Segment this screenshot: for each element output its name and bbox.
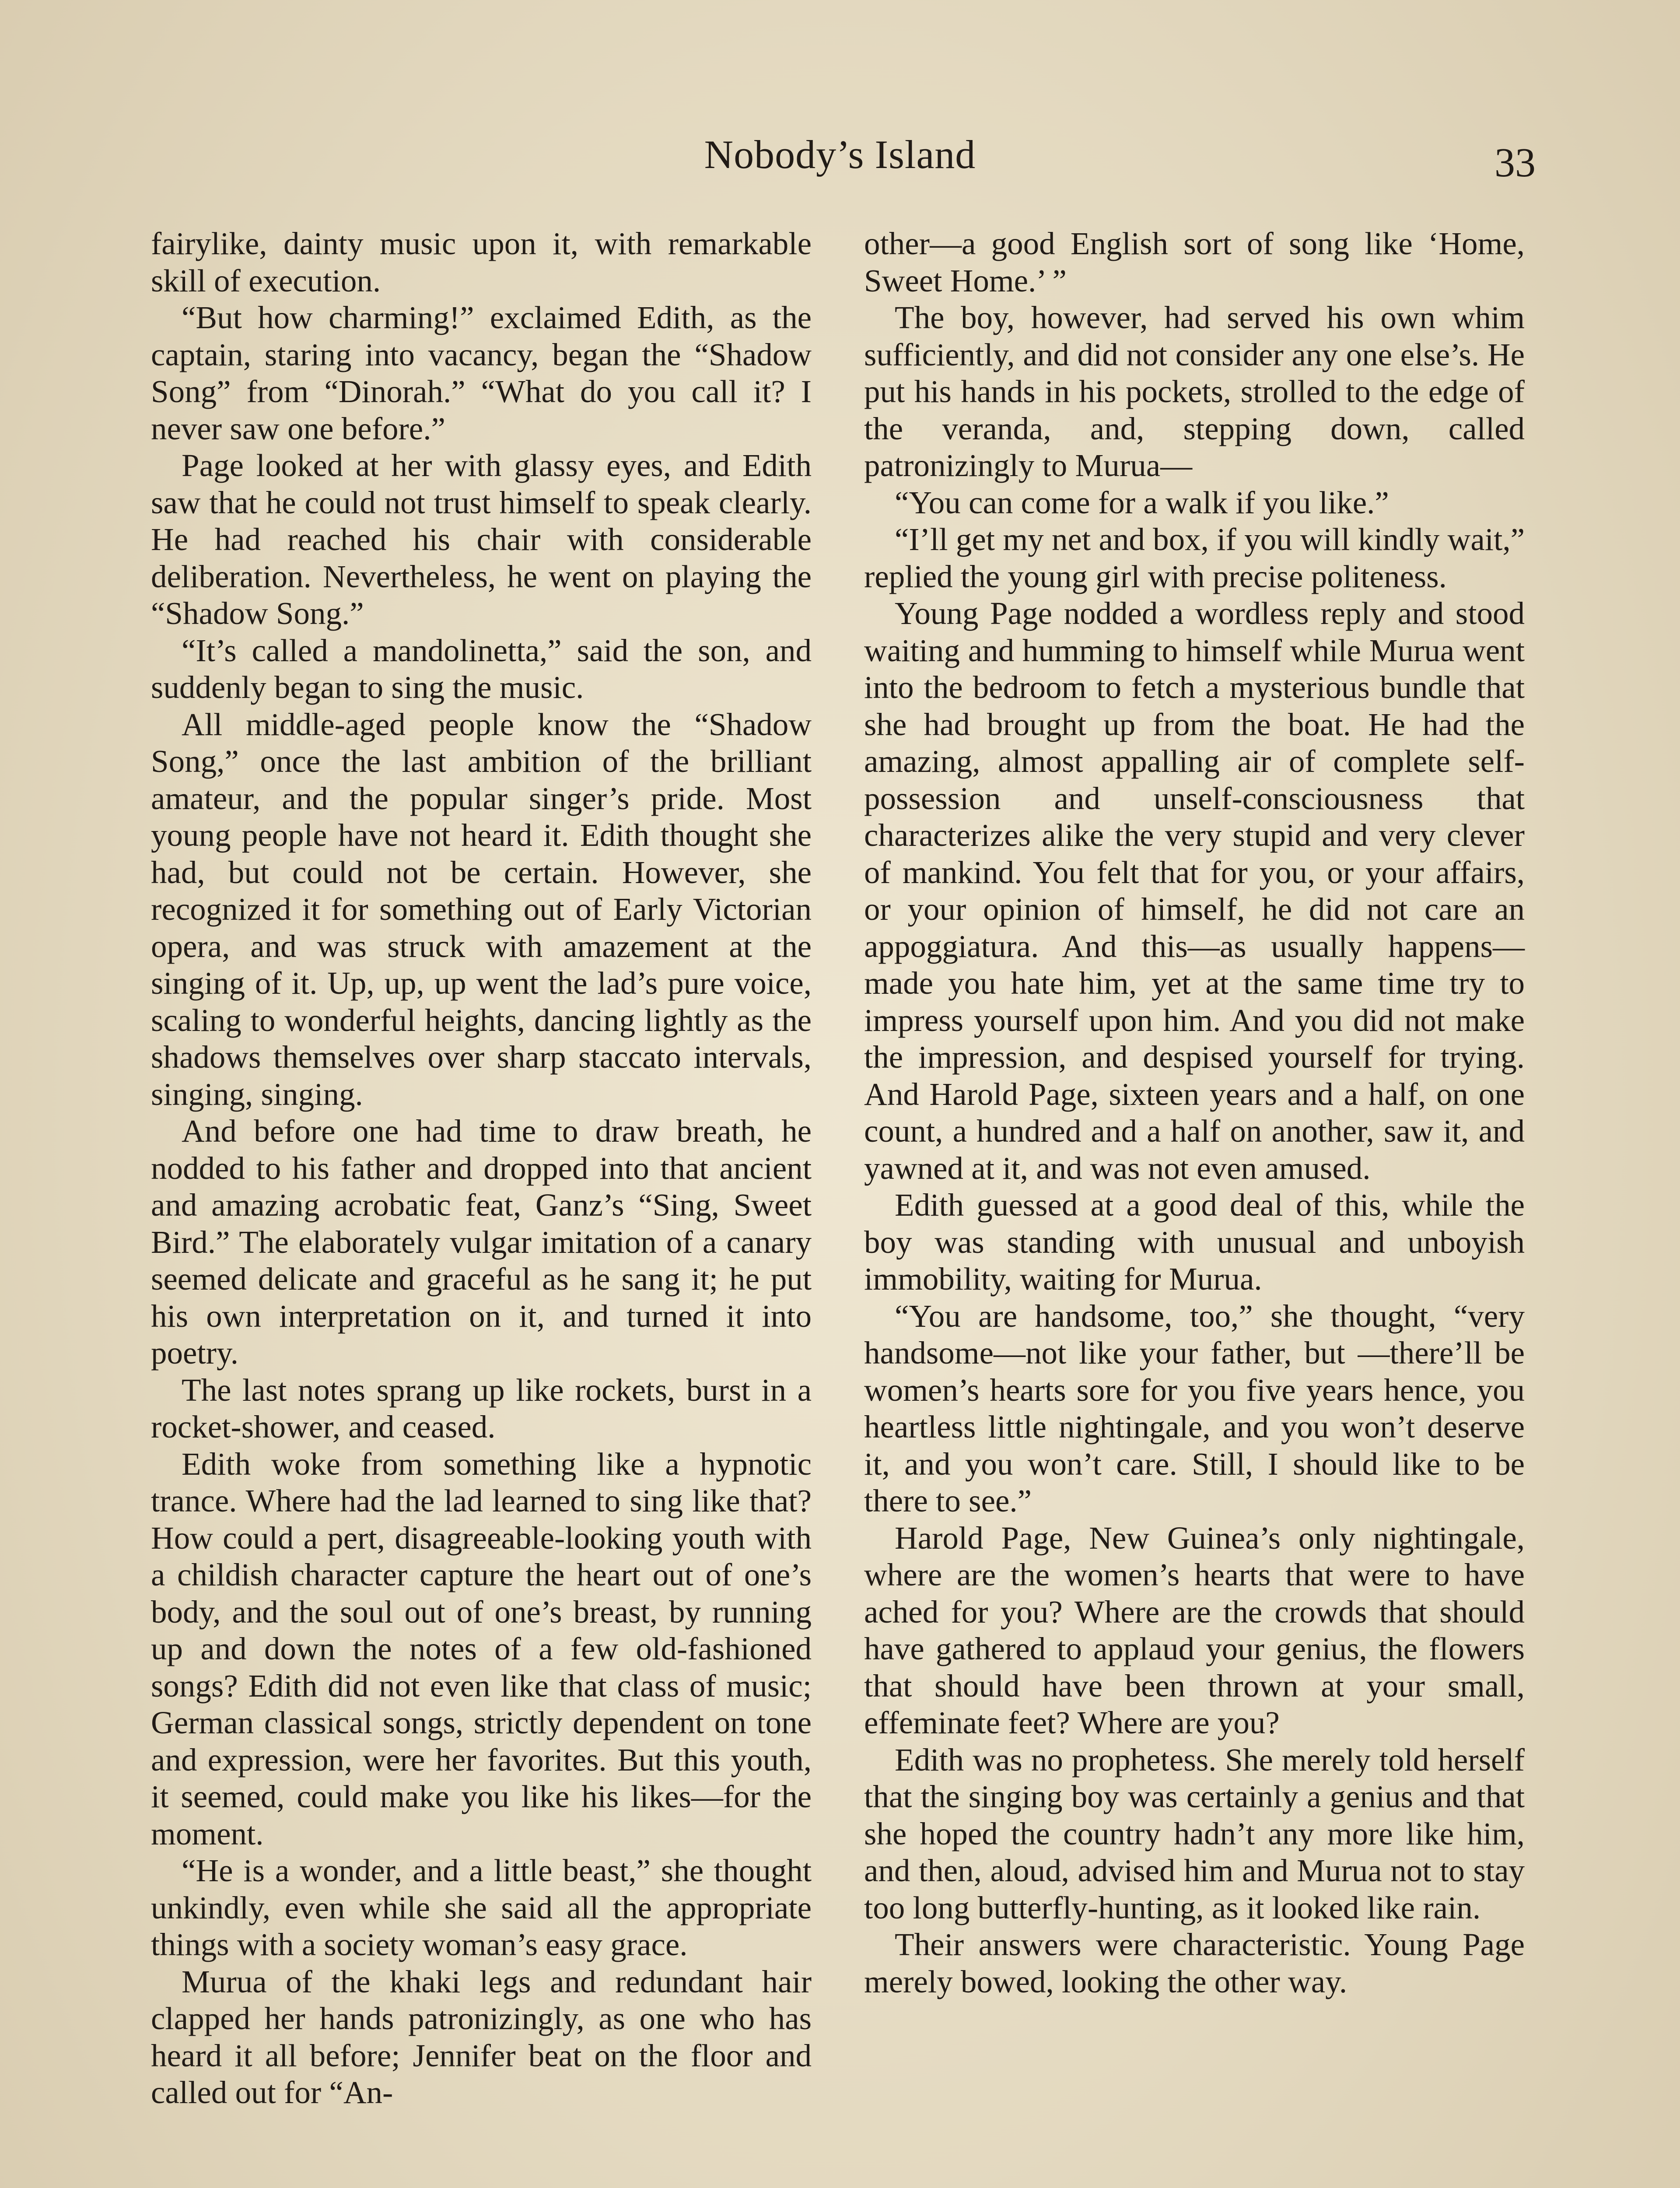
right-column: [864, 225, 1525, 2000]
paragraph: fairylike, dainty music upon it, with remarkable skill of execution.: [151, 226, 812, 298]
running-title: Nobody’s Island: [704, 132, 976, 177]
paragraph: “You can come for a walk if you like.”: [895, 484, 1389, 520]
paragraph: The boy, however, had served his own whim sufficiently, and did not consider any one else’s. He put his hands in his pockets, strolled to the edge of the veranda, and, stepping down, called patronizingly to Murua—: [864, 300, 1525, 483]
paragraph: Edith was no prophetess. She merely told herself that the singing boy was certainly a genius and that she hoped the country hadn’t any more like him, and then, aloud, advised him and Murua not to stay too long butterfly-hunting, as it looked like rain.: [864, 1742, 1525, 1925]
paragraph: Edith guessed at a good deal of this, while the boy was standing with unusual and unboyish immobility, waiting for Murua.: [864, 1187, 1525, 1297]
paragraph: “He is a wonder, and a little beast,” she thought unkindly, even while she said all the appropriate things with a society woman’s easy grace.: [151, 1853, 812, 1962]
page-number: 33: [1494, 140, 1536, 186]
page-header: [0, 131, 1680, 188]
paragraph: Edith woke from something like a hypnotic trance. Where had the lad learned to sing like that? How could a pert, disagreeable-looking youth with a childish character capture the heart out of one’s body, and the soul out of one’s breast, by running up and down the notes of a few old-fashioned songs? Edith did not even like that class of music; German classical songs, strictly dependent on tone and expression, were her favorites. But this youth, it seemed, could make you like his likes—for the moment.: [151, 1446, 812, 1851]
paragraph: Murua of the khaki legs and redundant hair clapped her hands patronizingly, as one who has heard it all before; Jennifer beat on the floor and called out for “An-: [151, 1964, 812, 2110]
paragraph: Harold Page, New Guinea’s only nightingale, where are the women’s hearts that were to have ached for you? Where are the crowds that should have gathered to applaud your genius, the flowers that should have been thrown at your small, effeminate feet? Where are you?: [864, 1520, 1525, 1740]
paragraph: “But how charming!” exclaimed Edith, as the captain, staring into vacancy, began the “Shadow Song” from “Dinorah.” “What do you call it? I never saw one before.”: [151, 300, 812, 446]
paragraph: Page looked at her with glassy eyes, and Edith saw that he could not trust himself to speak clearly. He had reached his chair with considerable deliberation. Nevertheless, he went on playing the “Shadow Song.”: [151, 448, 812, 631]
paragraph: Their answers were characteristic. Young Page merely bowed, looking the other way.: [864, 1927, 1525, 1999]
paragraph: other—a good English sort of song like ‘Home, Sweet Home.’ ”: [864, 226, 1525, 298]
paragraph: “You are handsome, too,” she thought, “very handsome—not like your father, but —there’ll be women’s hearts sore for you five years hence, you heartless little nightingale, and you won’t deserve it, and you won’t care. Still, I should like to be there to see.”: [864, 1298, 1525, 1518]
paragraph: Young Page nodded a wordless reply and stood waiting and humming to himself while Murua went into the bedroom to fetch a mysterious bundle that she had brought up from the boat. He had the amazing, almost appalling air of complete self-possession and unself-consciousness that characterizes alike the very stupid and very clever of mankind. You felt that for you, or your affairs, or your opinion of himself, he did not care an appoggiatura. And this—as usually happens—made you hate him, yet at the same time try to impress yourself upon him. And you did not make the impression, and despised yourself for trying. And Harold Page, sixteen years and a half, on one count, a hundred and a half on another, saw it, and yawned at it, and was not even amused.: [864, 596, 1525, 1186]
paragraph: And before one had time to draw breath, he nodded to his father and dropped into that ancient and amazing acrobatic feat, Ganz’s “Sing, Sweet Bird.” The elaborately vulgar imitation of a canary seemed delicate and graceful as he sang it; he put his own interpretation on it, and turned it into poetry.: [151, 1113, 812, 1371]
paragraph: “I’ll get my net and box, if you will kindly wait,” replied the young girl with precise politeness.: [864, 522, 1525, 594]
paragraph: “It’s called a mandolinetta,” said the son, and suddenly began to sing the music.: [151, 632, 812, 705]
paragraph: All middle-aged people know the “Shadow Song,” once the last ambition of the brilliant amateur, and the popular singer’s pride. Most young people have not heard it. Edith thought she had, but could not be certain. However, she recognized it for something out of Early Victorian opera, and was struck with amazement at the singing of it. Up, up, up went the lad’s pure voice, scaling to wonderful heights, dancing lightly as the shadows themselves over sharp staccato intervals, singing, singing.: [151, 706, 812, 1112]
left-column: [151, 225, 812, 2111]
paragraph: The last notes sprang up like rockets, burst in a rocket-shower, and ceased.: [151, 1372, 812, 1445]
